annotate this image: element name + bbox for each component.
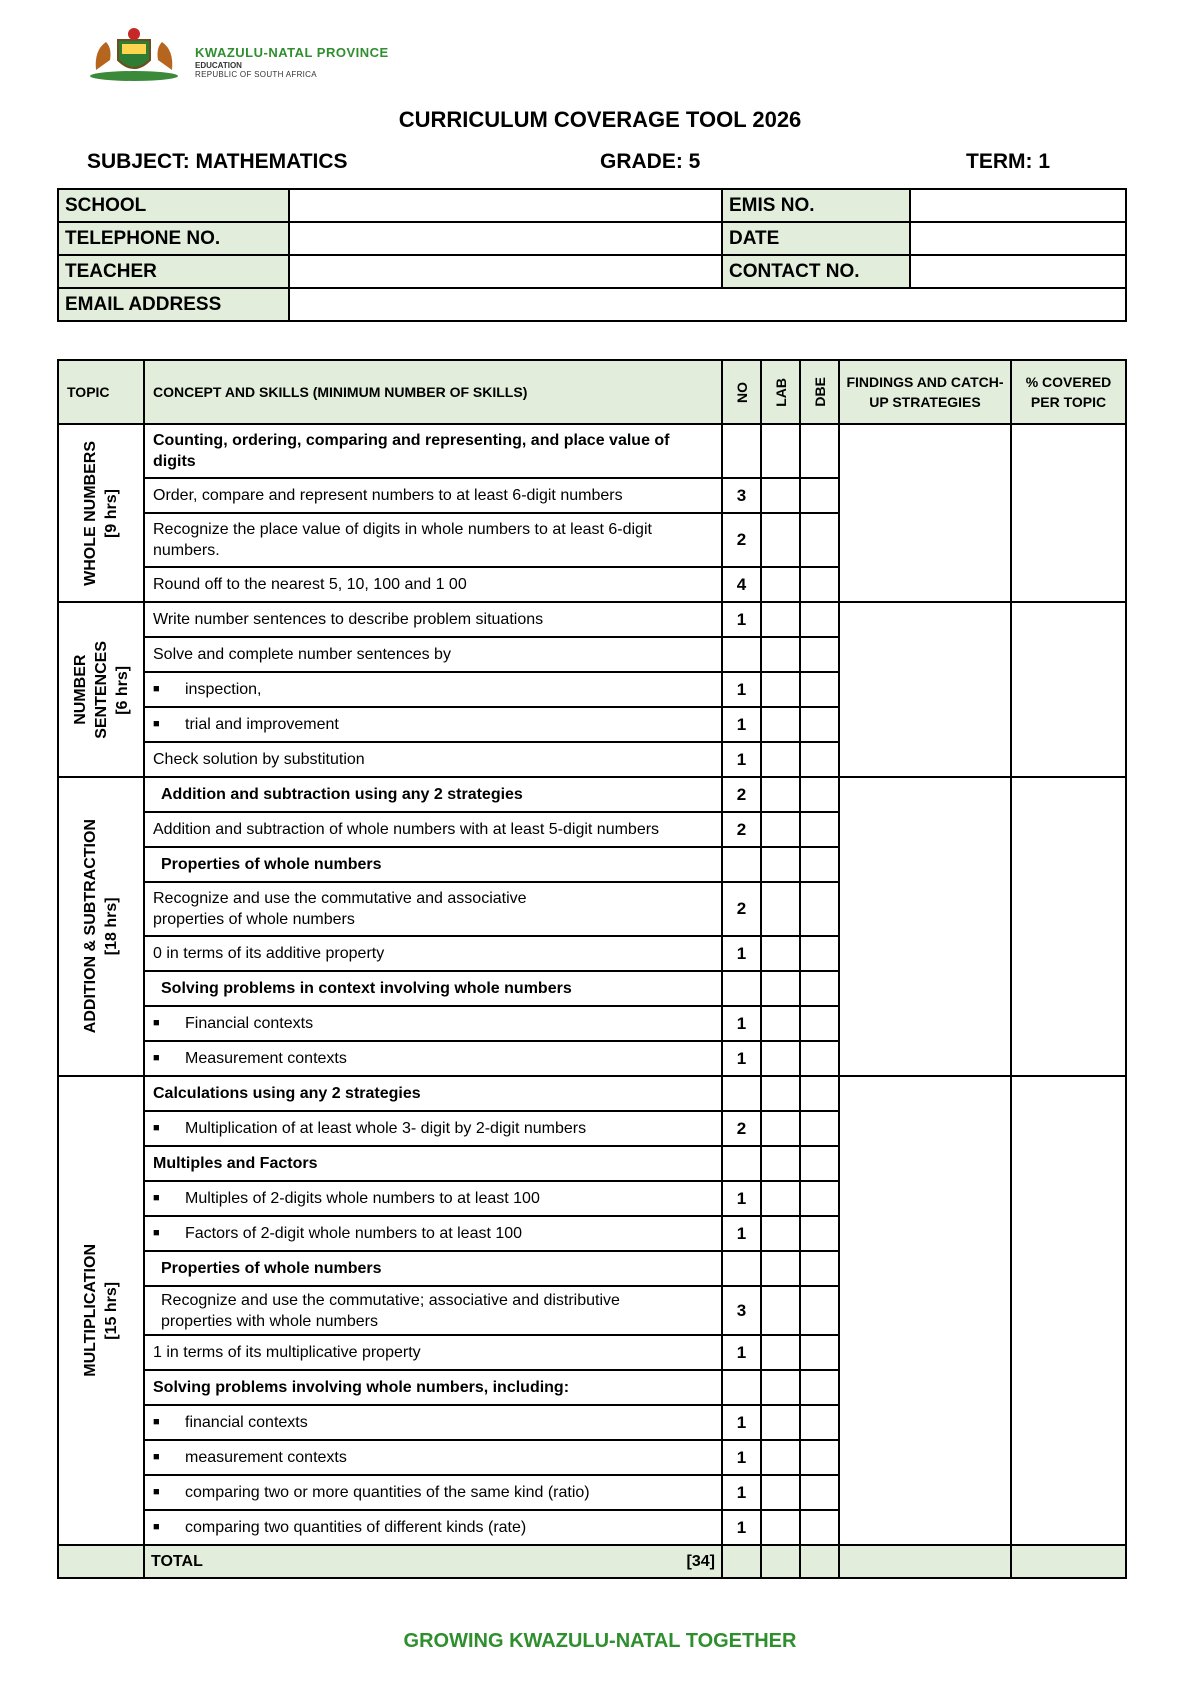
teacher-label: TEACHER bbox=[58, 255, 289, 288]
skill-row: 0 in terms of its additive property bbox=[144, 936, 722, 971]
footer-slogan: GROWING KWAZULU-NATAL TOGETHER bbox=[403, 1630, 797, 1652]
topic-whole-numbers bbox=[58, 424, 144, 602]
topic-hours: [18 hrs] bbox=[103, 897, 120, 956]
skill-text: trial and improvement bbox=[185, 715, 339, 733]
covered-header: % COVERED PER TOPIC bbox=[1011, 360, 1126, 424]
no-cell: 2 bbox=[722, 1111, 761, 1146]
skill-row: Round off to the nearest 5, 10, 100 and 1 00 bbox=[144, 567, 722, 602]
lab-cell[interactable] bbox=[761, 478, 800, 513]
no-cell bbox=[722, 847, 761, 882]
no-cell: 2 bbox=[722, 812, 761, 847]
lab-cell[interactable] bbox=[761, 1076, 800, 1111]
covered-cell[interactable] bbox=[1011, 424, 1126, 602]
skill-row: Properties of whole numbers bbox=[144, 847, 722, 882]
no-cell: 1 bbox=[722, 742, 761, 777]
total-label: TOTAL bbox=[151, 1552, 203, 1570]
covered-cell[interactable] bbox=[1011, 777, 1126, 1076]
lab-cell[interactable] bbox=[761, 1006, 800, 1041]
lab-cell[interactable] bbox=[761, 777, 800, 812]
total-row bbox=[144, 1545, 722, 1578]
skill-text: Financial contexts bbox=[185, 1014, 314, 1032]
lab-cell[interactable] bbox=[761, 1181, 800, 1216]
lab-cell[interactable] bbox=[761, 567, 800, 602]
term-label: TERM: 1 bbox=[966, 150, 1050, 173]
no-cell bbox=[722, 1076, 761, 1111]
dbe-cell[interactable] bbox=[800, 602, 839, 637]
telephone-label: TELEPHONE NO. bbox=[58, 222, 289, 255]
no-cell: 1 bbox=[722, 602, 761, 637]
bullet-skill-row bbox=[144, 1181, 722, 1216]
email-label: EMAIL ADDRESS bbox=[58, 288, 289, 321]
bullet-icon: ■ bbox=[153, 1192, 160, 1205]
topic-name: WHOLE NUMBERS bbox=[82, 440, 99, 586]
teacher-field[interactable] bbox=[289, 255, 722, 288]
topic-number-sentences bbox=[58, 602, 144, 777]
skill-row: Recognize and use the commutative; associative and distributive properties with whole numbers bbox=[144, 1286, 722, 1335]
bullet-skill-row bbox=[144, 1440, 722, 1475]
skill-row: Solve and complete number sentences by bbox=[144, 637, 722, 672]
no-cell: 2 bbox=[722, 882, 761, 936]
lab-cell[interactable] bbox=[761, 672, 800, 707]
skill-row: Multiples and Factors bbox=[144, 1146, 722, 1181]
skill-text: financial contexts bbox=[185, 1413, 308, 1431]
bullet-skill-row bbox=[144, 1475, 722, 1510]
topic-header: TOPIC bbox=[58, 360, 144, 424]
skill-row: Check solution by substitution bbox=[144, 742, 722, 777]
lab-cell[interactable] bbox=[761, 513, 800, 567]
total-findings-cell[interactable] bbox=[839, 1545, 1011, 1578]
skill-row: Addition and subtraction of whole numbers with at least 5-digit numbers bbox=[144, 812, 722, 847]
concept-header: CONCEPT AND SKILLS (MINIMUM NUMBER OF SKILLS) bbox=[144, 360, 722, 424]
bullet-skill-row bbox=[144, 672, 722, 707]
no-cell: 1 bbox=[722, 1475, 761, 1510]
total-dbe-cell[interactable] bbox=[800, 1545, 839, 1578]
topic-multiplication bbox=[58, 1076, 144, 1545]
skill-text: comparing two quantities of different kinds (rate) bbox=[185, 1518, 527, 1536]
dbe-cell[interactable] bbox=[800, 847, 839, 882]
lab-cell[interactable] bbox=[761, 602, 800, 637]
no-cell bbox=[722, 637, 761, 672]
bullet-icon: ■ bbox=[153, 1227, 160, 1240]
contact-label: CONTACT NO. bbox=[722, 255, 910, 288]
lab-cell[interactable] bbox=[761, 1111, 800, 1146]
skill-row: Properties of whole numbers bbox=[144, 1251, 722, 1286]
emis-field[interactable] bbox=[910, 189, 1126, 222]
total-topic-cell bbox=[58, 1545, 144, 1578]
coat-of-arms-logo bbox=[86, 26, 182, 82]
no-header bbox=[722, 360, 761, 424]
bullet-icon: ■ bbox=[153, 718, 160, 731]
dbe-cell[interactable] bbox=[800, 1006, 839, 1041]
skill-text: Multiples of 2-digits whole numbers to at least 100 bbox=[185, 1189, 540, 1207]
dbe-cell[interactable] bbox=[800, 1440, 839, 1475]
dbe-cell[interactable] bbox=[800, 936, 839, 971]
skill-text: inspection, bbox=[185, 680, 262, 698]
bullet-skill-row bbox=[144, 1006, 722, 1041]
lab-cell[interactable] bbox=[761, 1041, 800, 1076]
bullet-icon: ■ bbox=[153, 1521, 160, 1534]
province-name: KWAZULU-NATAL PROVINCE bbox=[195, 45, 389, 60]
skill-row: Counting, ordering, comparing and representing, and place value of digits bbox=[144, 424, 722, 478]
bullet-icon: ■ bbox=[153, 1052, 160, 1065]
findings-cell[interactable] bbox=[839, 424, 1011, 602]
lab-cell[interactable] bbox=[761, 936, 800, 971]
bullet-icon: ■ bbox=[153, 1122, 160, 1135]
lab-cell[interactable] bbox=[761, 1475, 800, 1510]
bullet-skill-row bbox=[144, 1041, 722, 1076]
no-cell: 1 bbox=[722, 936, 761, 971]
dbe-cell[interactable] bbox=[800, 1146, 839, 1181]
lab-cell[interactable] bbox=[761, 847, 800, 882]
total-covered-cell[interactable] bbox=[1011, 1545, 1126, 1578]
dbe-cell[interactable] bbox=[800, 777, 839, 812]
findings-cell[interactable] bbox=[839, 602, 1011, 777]
dbe-cell[interactable] bbox=[800, 971, 839, 1006]
lab-cell[interactable] bbox=[761, 882, 800, 936]
dbe-cell[interactable] bbox=[800, 637, 839, 672]
subject-label: SUBJECT: MATHEMATICS bbox=[87, 150, 348, 173]
school-field[interactable] bbox=[289, 189, 722, 222]
bullet-skill-row bbox=[144, 1216, 722, 1251]
topic-hours: [6 hrs] bbox=[113, 665, 131, 714]
dbe-cell[interactable] bbox=[800, 567, 839, 602]
date-field[interactable] bbox=[910, 222, 1126, 255]
topic-hours: [15 hrs] bbox=[103, 1281, 120, 1340]
grade-label: GRADE: 5 bbox=[600, 150, 701, 173]
dbe-cell[interactable] bbox=[800, 882, 839, 936]
skill-row: Addition and subtraction using any 2 strategies bbox=[144, 777, 722, 812]
dbe-cell[interactable] bbox=[800, 1041, 839, 1076]
topic-name-line2: SENTENCES bbox=[92, 640, 110, 739]
no-header-text: NO bbox=[733, 381, 750, 403]
dbe-cell[interactable] bbox=[800, 1076, 839, 1111]
dbe-cell[interactable] bbox=[800, 1111, 839, 1146]
date-label: DATE bbox=[722, 222, 910, 255]
findings-cell[interactable] bbox=[839, 1076, 1011, 1545]
dbe-cell[interactable] bbox=[800, 1405, 839, 1440]
contact-field[interactable] bbox=[910, 255, 1126, 288]
department-name: EDUCATION bbox=[195, 61, 242, 70]
dbe-cell[interactable] bbox=[800, 424, 839, 478]
skill-row: Calculations using any 2 strategies bbox=[144, 1076, 722, 1111]
bullet-icon: ■ bbox=[153, 1486, 160, 1499]
covered-cell[interactable] bbox=[1011, 602, 1126, 777]
topic-name-line1: NUMBER bbox=[71, 654, 89, 725]
findings-header: FINDINGS AND CATCH-UP STRATEGIES bbox=[839, 360, 1011, 424]
skill-row: Recognize the place value of digits in whole numbers to at least 6-digit numbers. bbox=[144, 513, 722, 567]
no-cell: 1 bbox=[722, 1216, 761, 1251]
skill-row: Solving problems in context involving whole numbers bbox=[144, 971, 722, 1006]
school-label: SCHOOL bbox=[58, 189, 289, 222]
lab-cell[interactable] bbox=[761, 971, 800, 1006]
no-cell: 1 bbox=[722, 1006, 761, 1041]
dbe-cell[interactable] bbox=[800, 1370, 839, 1405]
no-cell: 3 bbox=[722, 1286, 761, 1335]
dbe-cell[interactable] bbox=[800, 707, 839, 742]
lab-cell[interactable] bbox=[761, 1146, 800, 1181]
lab-cell[interactable] bbox=[761, 1251, 800, 1286]
no-cell bbox=[722, 1370, 761, 1405]
topic-name: MULTIPLICATION bbox=[82, 1244, 99, 1377]
skill-row: Recognize and use the commutative and associative properties of whole numbers bbox=[144, 882, 722, 936]
bullet-skill-row bbox=[144, 1111, 722, 1146]
dbe-cell[interactable] bbox=[800, 1181, 839, 1216]
total-no-cell[interactable] bbox=[722, 1545, 761, 1578]
covered-cell[interactable] bbox=[1011, 1076, 1126, 1545]
topic-hours: [9 hrs] bbox=[103, 488, 120, 538]
topic-name: ADDITION & SUBTRACTION bbox=[82, 819, 99, 1034]
no-cell: 1 bbox=[722, 1335, 761, 1370]
dbe-cell[interactable] bbox=[800, 478, 839, 513]
no-cell: 1 bbox=[722, 1510, 761, 1545]
dbe-cell[interactable] bbox=[800, 1286, 839, 1335]
no-cell: 2 bbox=[722, 513, 761, 567]
dbe-cell[interactable] bbox=[800, 1216, 839, 1251]
skill-text: comparing two or more quantities of the same kind (ratio) bbox=[185, 1483, 590, 1501]
skill-text: Measurement contexts bbox=[185, 1049, 347, 1067]
lab-cell[interactable] bbox=[761, 742, 800, 777]
bullet-icon: ■ bbox=[153, 1416, 160, 1429]
dbe-cell[interactable] bbox=[800, 1335, 839, 1370]
republic-name: REPUBLIC OF SOUTH AFRICA bbox=[195, 70, 317, 79]
bullet-icon: ■ bbox=[153, 683, 160, 696]
dbe-cell[interactable] bbox=[800, 812, 839, 847]
lab-cell[interactable] bbox=[761, 1335, 800, 1370]
school-info-table bbox=[57, 188, 1127, 322]
dbe-cell[interactable] bbox=[800, 513, 839, 567]
lab-cell[interactable] bbox=[761, 812, 800, 847]
no-cell: 4 bbox=[722, 567, 761, 602]
coverage-table bbox=[57, 359, 1127, 1579]
bullet-icon: ■ bbox=[153, 1451, 160, 1464]
lab-cell[interactable] bbox=[761, 1286, 800, 1335]
emis-label: EMIS NO. bbox=[722, 189, 910, 222]
skill-row: Order, compare and represent numbers to at least 6-digit numbers bbox=[144, 478, 722, 513]
dbe-cell[interactable] bbox=[800, 672, 839, 707]
bullet-icon: ■ bbox=[153, 1017, 160, 1030]
lab-header-text: LAB bbox=[772, 377, 789, 407]
skill-row: Solving problems involving whole numbers, including: bbox=[144, 1370, 722, 1405]
no-cell: 1 bbox=[722, 1041, 761, 1076]
bullet-skill-row bbox=[144, 707, 722, 742]
lab-cell[interactable] bbox=[761, 637, 800, 672]
no-cell: 1 bbox=[722, 672, 761, 707]
skill-row: 1 in terms of its multiplicative property bbox=[144, 1335, 722, 1370]
no-cell: 2 bbox=[722, 777, 761, 812]
skill-text: measurement contexts bbox=[185, 1448, 347, 1466]
skill-row: Write number sentences to describe problem situations bbox=[144, 602, 722, 637]
telephone-field[interactable] bbox=[289, 222, 722, 255]
no-cell bbox=[722, 424, 761, 478]
no-cell bbox=[722, 1146, 761, 1181]
lab-cell[interactable] bbox=[761, 707, 800, 742]
dbe-cell[interactable] bbox=[800, 742, 839, 777]
lab-cell[interactable] bbox=[761, 1510, 800, 1545]
dbe-cell[interactable] bbox=[800, 1251, 839, 1286]
no-cell: 1 bbox=[722, 1181, 761, 1216]
lab-cell[interactable] bbox=[761, 1405, 800, 1440]
total-value: [34] bbox=[686, 1552, 715, 1570]
dbe-header bbox=[800, 360, 839, 424]
page-title: CURRICULUM COVERAGE TOOL 2026 bbox=[398, 107, 802, 132]
no-cell: 1 bbox=[722, 1440, 761, 1475]
no-cell: 1 bbox=[722, 707, 761, 742]
dbe-cell[interactable] bbox=[800, 1475, 839, 1510]
no-cell bbox=[722, 1251, 761, 1286]
lab-cell[interactable] bbox=[761, 424, 800, 478]
lab-cell[interactable] bbox=[761, 1370, 800, 1405]
dbe-header-text: DBE bbox=[811, 377, 828, 407]
skill-text: Multiplication of at least whole 3- digit by 2-digit numbers bbox=[185, 1119, 587, 1137]
no-cell: 3 bbox=[722, 478, 761, 513]
bullet-skill-row bbox=[144, 1405, 722, 1440]
topic-addition-subtraction bbox=[58, 777, 144, 1076]
dbe-cell[interactable] bbox=[800, 1510, 839, 1545]
bullet-skill-row bbox=[144, 1510, 722, 1545]
lab-cell[interactable] bbox=[761, 1440, 800, 1475]
lab-header bbox=[761, 360, 800, 424]
email-field[interactable] bbox=[289, 288, 1126, 321]
lab-cell[interactable] bbox=[761, 1216, 800, 1251]
no-cell bbox=[722, 971, 761, 1006]
skill-text: Factors of 2-digit whole numbers to at least 100 bbox=[185, 1224, 523, 1242]
findings-cell[interactable] bbox=[839, 777, 1011, 1076]
no-cell: 1 bbox=[722, 1405, 761, 1440]
total-lab-cell[interactable] bbox=[761, 1545, 800, 1578]
